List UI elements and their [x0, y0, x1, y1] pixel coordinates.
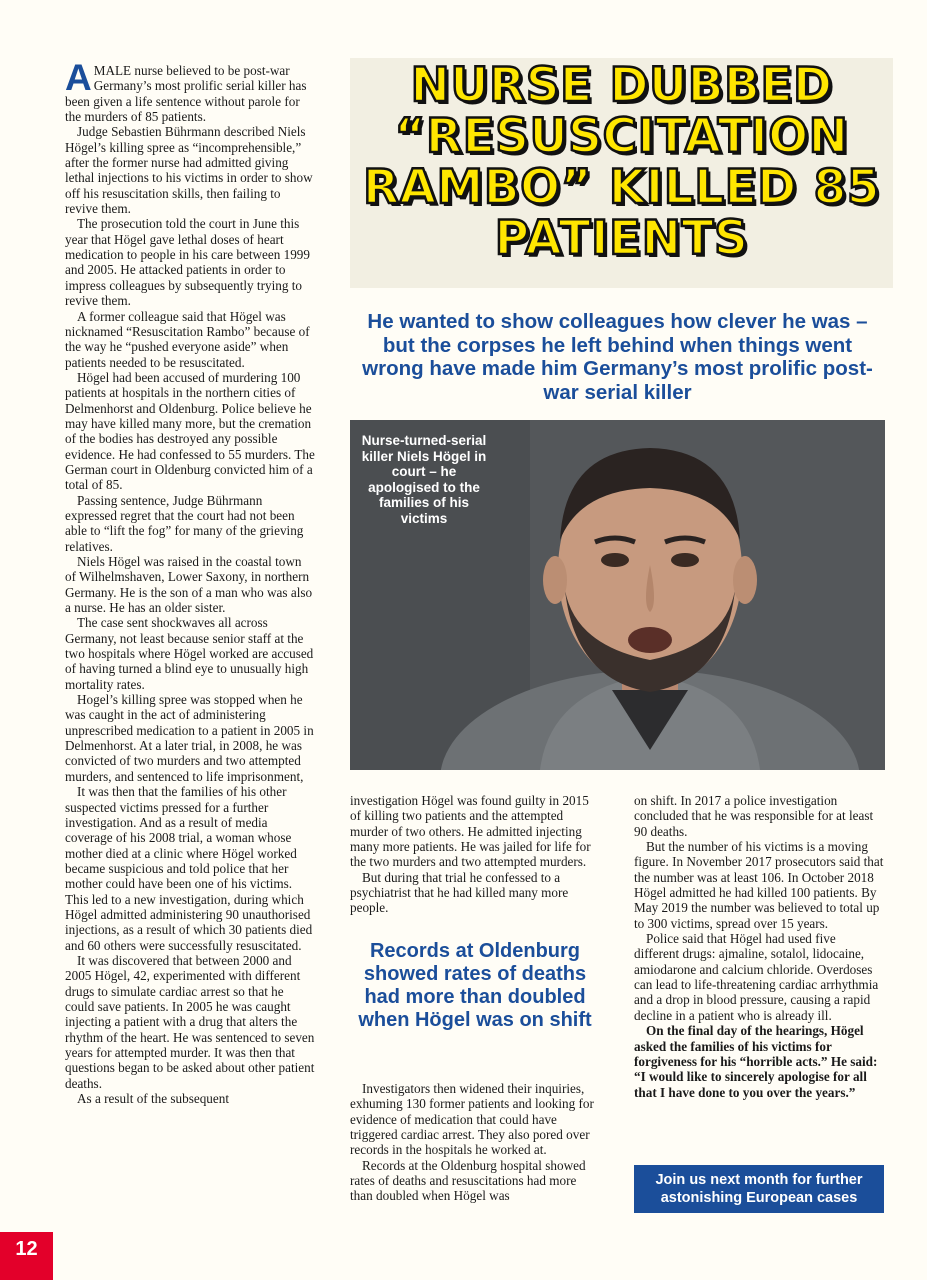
- body-paragraph: Högel had been accused of murdering 100 patients at hospitals in the northern cities of Delmenhorst and Oldenburg. Police believe he may have killed many more, but the cremation of the bodies has destroyed any possible evidence. He had confessed to 55 murders. The German court in Oldenburg convicted him of a total of 85.: [65, 369, 315, 493]
- photo-caption: Nurse-turned-serial killer Niels Högel in court – he apologised to the families of his victims: [361, 433, 487, 526]
- body-paragraph: Niels Högel was raised in the coastal town of Wilhelmshaven, Lower Saxony, in northern Germany. He is the son of a man who was also a nurse. He has an older sister.: [65, 554, 313, 616]
- body-paragraph: But the number of his victims is a moving figure. In November 2017 prosecutors said that the number was at least 106. In October 2018 Högel admitted he had killed 100 patients. By May 2019 the number was believed to total up to 300 victims, spread over 15 years.: [634, 839, 884, 931]
- body-paragraph: investigation Högel was found guilty in 2015 of killing two patients and the attempted murder of two others. He admitted injecting many more patients. He was jailed for life for the two murders and two attempted murders.: [350, 793, 591, 870]
- drop-cap: A: [65, 57, 92, 98]
- standfirst: He wanted to show colleagues how clever he was – but the corpses he left behind when things went wrong have made him Germany’s most prolific post-war serial killer: [362, 310, 873, 404]
- headline: NURSE DUBBED “RESUSCITATION RAMBO” KILLED 85 PATIENTS: [362, 58, 881, 266]
- article-column-3: [634, 793, 884, 1100]
- body-paragraph: It was discovered that between 2000 and 2005 Högel, 42, experimented with different drugs to simulate cardiac arrest so that he could save patients. In 2005 he was caught injecting a patient with a drug that alters the rhythm of the heart. He was sentenced to seven years for attempted murder. It was then that questions began to be asked about other patient deaths.: [65, 952, 315, 1091]
- page-number: 12: [0, 1232, 53, 1280]
- body-paragraph: Passing sentence, Judge Bührmann expressed regret that the court had not been able to “lift the fog” for many of the grieving relatives.: [65, 492, 304, 554]
- lead-text: MALE nurse believed to be post-war Germany’s most prolific serial killer has been given a life sentence without parole for the murders of 85 patients.: [65, 63, 307, 125]
- lead-paragraph: [65, 57, 315, 125]
- article-column-2: [350, 793, 600, 916]
- body-paragraph: Hogel’s killing spree was stopped when he was caught in the act of administering unprescribed medication to a patient in 2005 in Delmenhorst. At a later trial, in 2008, he was convicted of two murders and two attempted murders, and sentenced to life imprisonment,: [65, 692, 314, 784]
- body-paragraph: Judge Sebastien Bührmann described Niels Högel’s killing spree as “incomprehensible,” after the former nurse had admitted giving lethal injections to his victims in order to show off his resuscitation skills, then failing to revive them.: [65, 124, 313, 217]
- body-paragraph: The prosecution told the court in June this year that Högel gave lethal doses of heart medication to people in his care between 1999 and 2005. He attacked patients in order to impress colleagues by subsequently trying to revive them.: [65, 216, 310, 309]
- body-paragraph: Police said that Högel had used five different drugs: ajmaline, sotalol, lidocaine, amiodarone and calcium chloride. Overdoses can lead to life-threatening cardiac arrhythmia and a drop in blood pressure, causing a rapid decline in a patient who is already ill.: [634, 931, 879, 1023]
- body-paragraph: It was then that the families of his other suspected victims pressed for a further investigation. And as a result of media coverage of his 2008 trial, a woman whose mother died at a clinic where Högel worked became suspicious and told police that her mother could have been one of his victims. This led to a new investigation, during which Högel admitted administering 90 unauthorised injections, as a result of which 30 patients died and 60 others were successfully resuscitated.: [65, 784, 313, 953]
- body-paragraph: Investigators then widened their inquiries, exhuming 130 former patients and looking for evidence of medication that could have triggered cardiac arrest. They also pored over records in the hospitals he worked at.: [350, 1081, 594, 1158]
- body-paragraph: As a result of the subsequent: [77, 1091, 229, 1107]
- body-paragraph: on shift. In 2017 a police investigation concluded that he was responsible for at least 90 deaths.: [634, 793, 874, 839]
- body-paragraph: The case sent shockwaves all across Germany, not least because senior staff at the two hospitals where Högel worked are accused of having turned a blind eye to unusually high mortality rates.: [65, 615, 314, 692]
- pull-quote: Records at Oldenburg showed rates of deaths had more than doubled when Högel was on shift: [358, 940, 592, 1031]
- closing-paragraph: On the final day of the hearings, Högel asked the families of his victims for forgiveness for his “horrible acts.” He said: “I would like to sincerely apologise for all that I have done to you over the years.”: [634, 1023, 878, 1100]
- body-paragraph: Records at the Oldenburg hospital showed rates of deaths and resuscitations had more than doubled when Högel was: [350, 1157, 586, 1204]
- article-column-2-lower: [350, 1081, 600, 1204]
- body-paragraph: A former colleague said that Högel was nicknamed “Resuscitation Rambo” because of the way he “pushed everyone aside” when patients needed to be resuscitated.: [65, 308, 310, 370]
- article-column-1: [65, 57, 315, 1107]
- body-paragraph: But during that trial he confessed to a psychiatrist that he had killed many more people.: [350, 869, 569, 916]
- next-month-promo: Join us next month for further astonishing European cases: [634, 1165, 884, 1213]
